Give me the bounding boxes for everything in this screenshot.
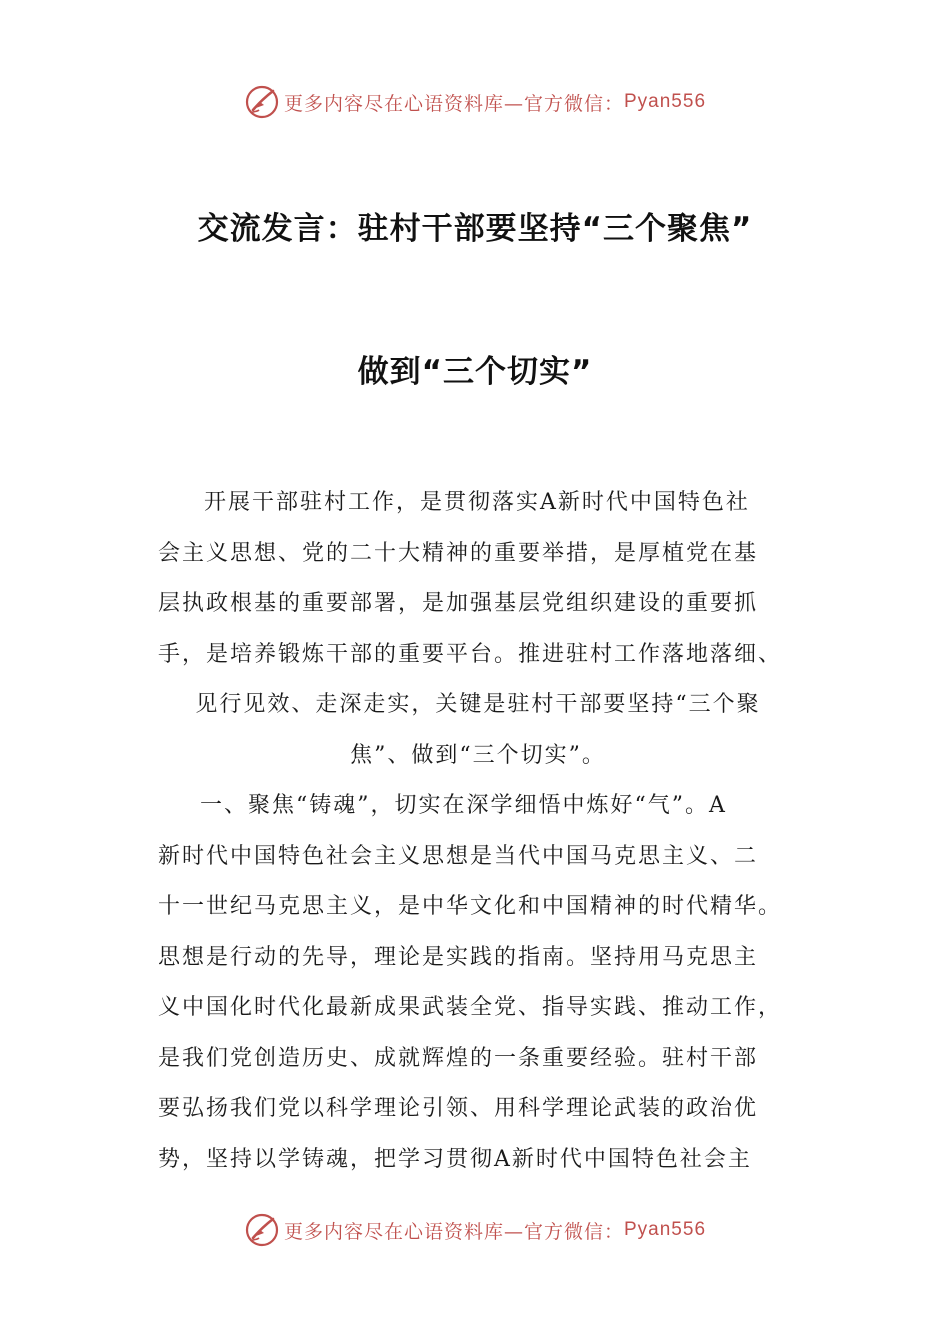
body-line: 一、聚焦“铸魂”，切实在深学细悟中炼好“气”。A	[200, 793, 727, 818]
body-line: 是我们党创造历史、成就辉煌的一条重要经验。驻村干部	[158, 1045, 759, 1071]
body-line: 会主义思想、党的二十大精神的重要举措，是厚植党在基	[158, 540, 759, 566]
body-line: 势，坚持以学铸魂，把学习贯彻A新时代中国特色社会主	[158, 1146, 752, 1172]
watermark-wechat-id: Pyan556	[624, 1219, 707, 1240]
body-line: 开展干部驻村工作，是贯彻落实A新时代中国特色社	[204, 490, 750, 515]
body-line: 新时代中国特色社会主义思想是当代中国马克思主义、二	[158, 843, 759, 869]
document-body	[158, 478, 798, 1185]
header-watermark	[0, 84, 950, 120]
watermark-wechat-id: Pyan556	[624, 91, 707, 112]
body-line: 见行见效、走深走实，关键是驻村干部要坚持“三个聚	[195, 692, 761, 717]
body-line: 义中国化时代化最新成果武装全党、指导实践、推动工作，	[158, 995, 783, 1020]
body-line: 十一世纪马克思主义，是中华文化和中国精神的时代精华。	[158, 894, 783, 919]
document-title-line-1: 交流发言：驻村干部要坚持“三个聚焦”	[197, 211, 753, 247]
footer-watermark	[0, 1212, 950, 1248]
body-line: 思想是行动的先导，理论是实践的指南。坚持用马克思主	[158, 944, 759, 970]
pen-logo-icon	[244, 1212, 280, 1248]
watermark-text: 更多内容尽在心语资料库—官方微信：	[283, 1220, 624, 1243]
watermark-text: 更多内容尽在心语资料库—官方微信：	[283, 92, 624, 115]
document-title-line-2: 做到“三个切实”	[357, 354, 593, 390]
pen-logo-icon	[244, 84, 280, 120]
body-line: 层执政根基的重要部署，是加强基层党组织建设的重要抓	[158, 591, 759, 616]
body-line: 焦”、做到“三个切实”。	[350, 742, 606, 768]
body-line: 手，是培养锻炼干部的重要平台。推进驻村工作落地落细、	[158, 641, 783, 667]
body-line: 要弘扬我们党以科学理论引领、用科学理论武装的政治优	[158, 1096, 759, 1121]
